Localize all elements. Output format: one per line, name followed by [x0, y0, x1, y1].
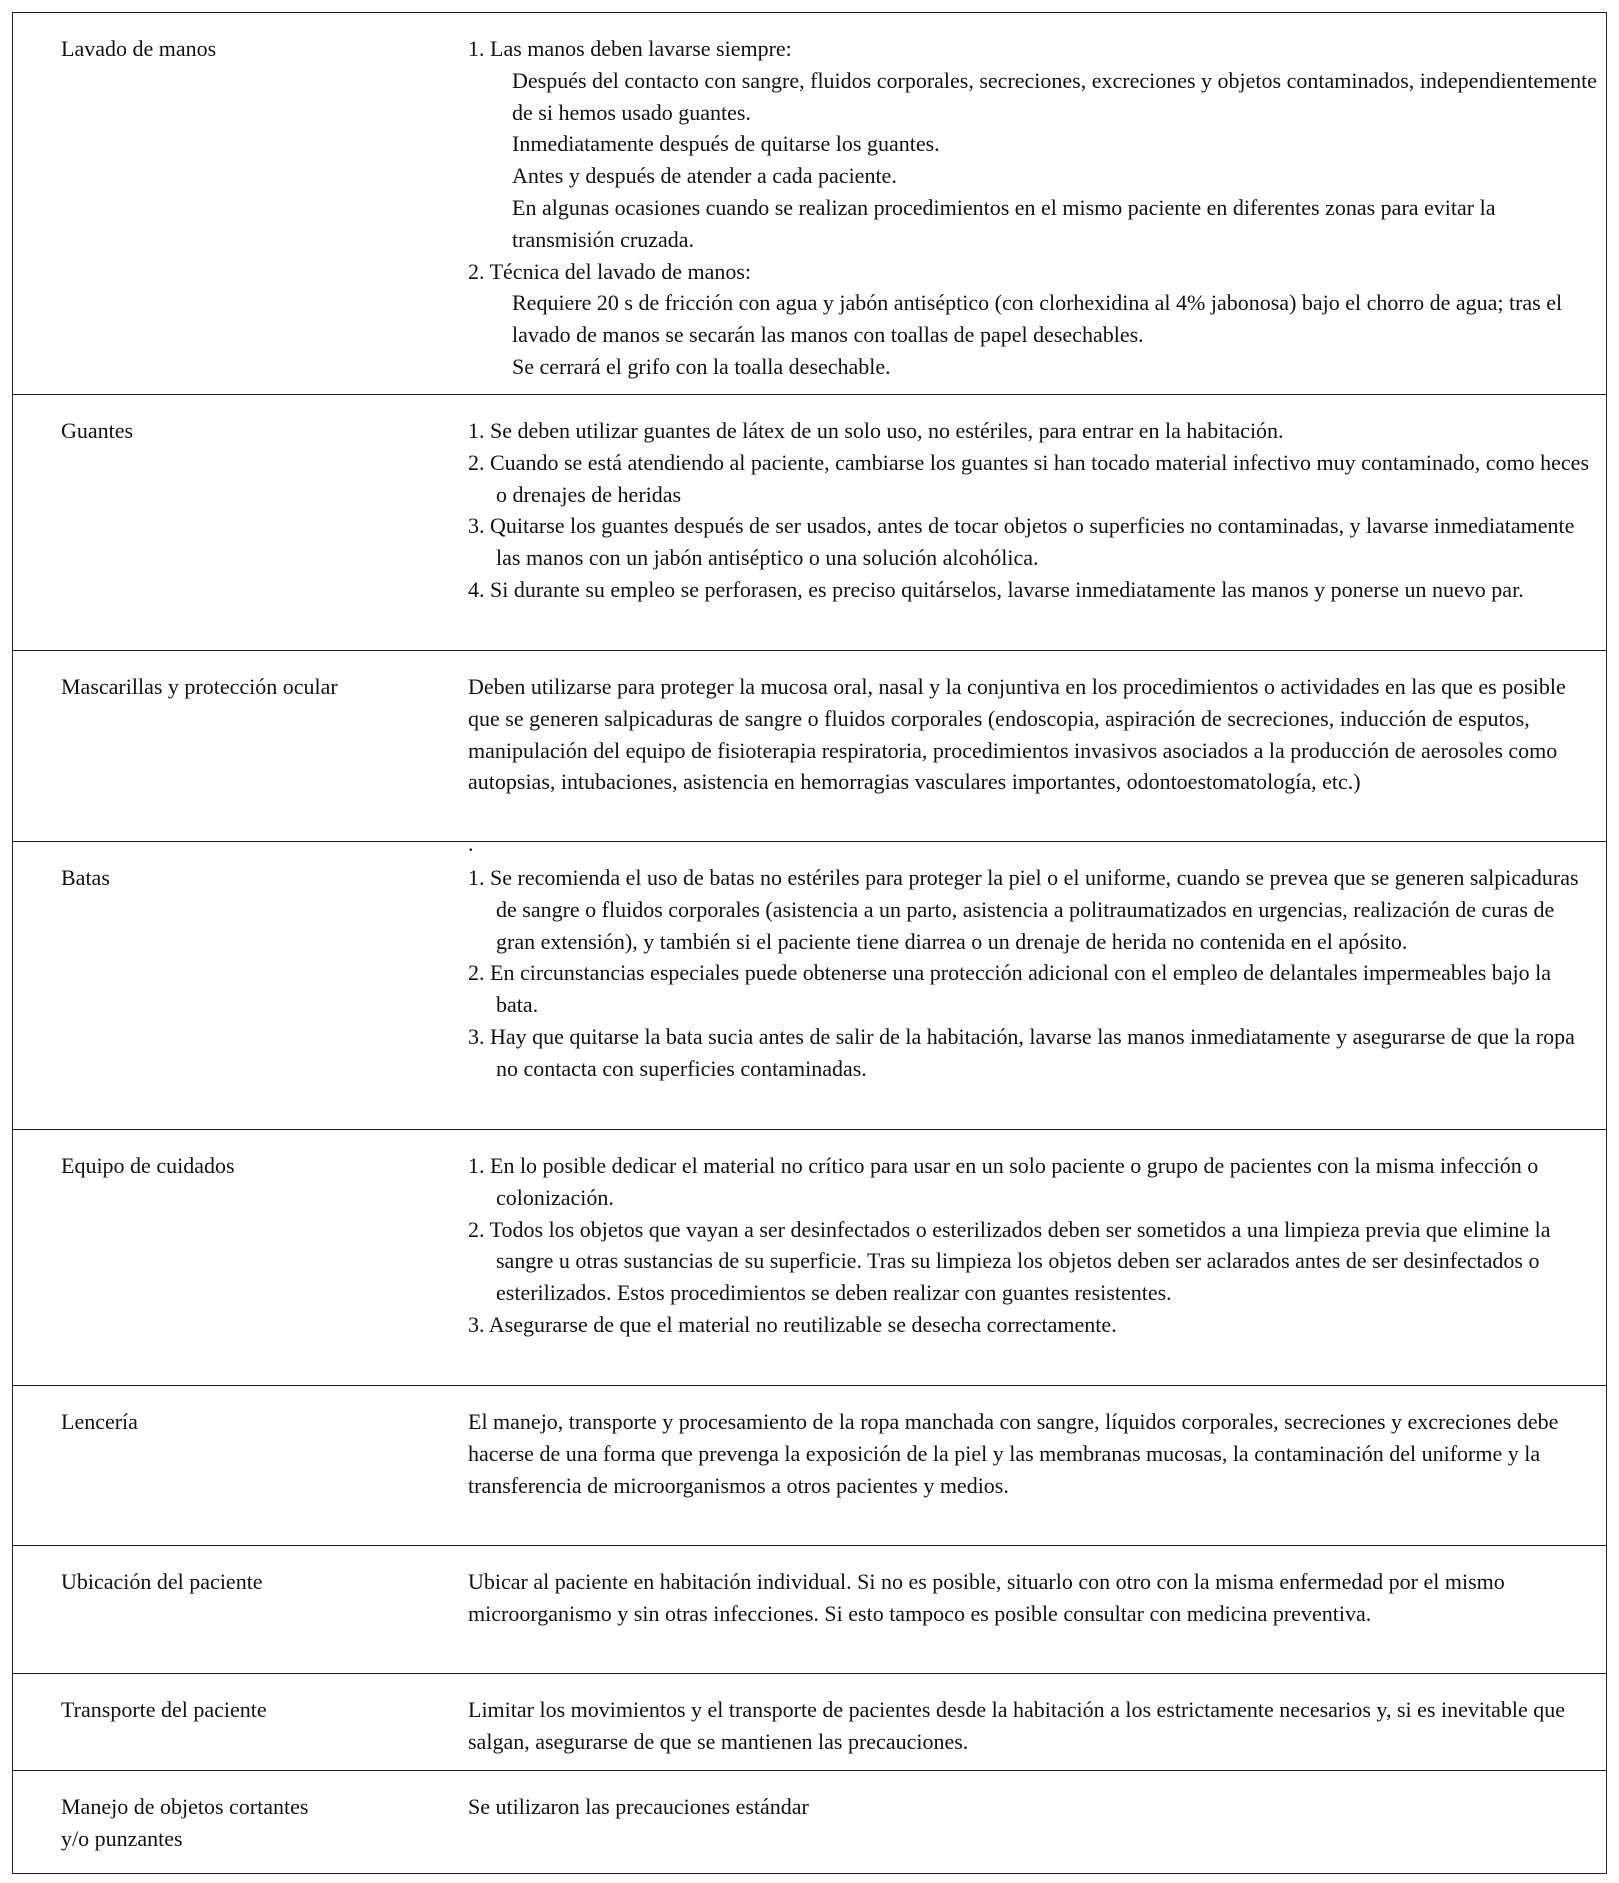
row-label: Equipo de cuidados: [61, 1153, 235, 1178]
list-item: 3. Asegurarse de que el material no reutilizable se desecha correctamente.: [468, 1311, 1117, 1337]
list-subitem: Antes y después de atender a cada paciente.: [512, 163, 897, 189]
list-subitem: Requiere 20 s de fricción con agua y jabón antiséptico (con clorhexidina al 4% jabonosa) bajo el chorro de agua; tras el lavado de manos se secarán las manos con toallas de papel desechables.: [512, 290, 1563, 348]
table-row-transporte: [13, 1674, 1606, 1771]
row-label: Lencería: [61, 1409, 138, 1434]
list-item: 2. En circunstancias especiales puede obtenerse una protección adicional con el empleo de delantales impermeables bajo la bata.: [468, 960, 1552, 1018]
list-subitem: En algunas ocasiones cuando se realizan procedimientos en el mismo paciente en diferentes zonas para evitar la transmisión cruzada.: [512, 194, 1496, 252]
table-row-ubicacion: [13, 1546, 1606, 1674]
row-label: Guantes: [61, 418, 134, 443]
row-content: El manejo, transporte y procesamiento de la ropa manchada con sangre, líquidos corporales, secreciones y excreciones debe hacerse de una forma que prevenga la exposición de la piel y las membranas mucosas, la contaminación del uniforme y la transferencia de microorganismos a otros pacientes y medios.: [468, 1409, 1559, 1498]
row-label-line: Manejo de objetos cortantes: [61, 1794, 309, 1819]
row-content: [468, 1150, 1598, 1341]
list-subitem: Se cerrará el grifo con la toalla desechable.: [512, 353, 891, 379]
table-row-mascarillas: [13, 651, 1606, 842]
list-subitem: Inmediatamente después de quitarse los guantes.: [512, 131, 940, 157]
row-label: Ubicación del paciente: [61, 1569, 263, 1594]
row-content: Deben utilizarse para proteger la mucosa oral, nasal y la conjuntiva en los procedimientos o actividades en las que es posible que se generen salpicaduras de sangre o fluidos corporales (endoscopia, aspiración de secreciones, inducción de esputos, manipulación del equipo de fisioterapia respiratoria, procedimientos invasivos asociados a la producción de aerosoles como autopsias, intubaciones, asistencia en hemorragias vasculares importantes, odontoestomatología, etc.): [468, 674, 1566, 795]
table-row-guantes: [13, 395, 1606, 651]
list-item: 3. Quitarse los guantes después de ser usados, antes de tocar objetos o superficies no contaminadas, y lavarse inmediatamente las manos con un jabón antiséptico o una solución alcohólica.: [468, 513, 1575, 571]
list-item: 2. Técnica del lavado de manos:: [468, 258, 752, 284]
row-label: Transporte del paciente: [61, 1697, 267, 1722]
precautions-table: [12, 12, 1607, 1874]
list-item: 1. Se recomienda el uso de batas no estériles para proteger la piel o el uniforme, cuando se prevea que se generen salpicaduras de sangre o fluidos corporales (asistencia a un parto, asistencia a politraumatizados en urgencias, realización de curas de gran extensión), y también si el paciente tiene diarrea o un drenaje de herida no contenida en el apósito.: [468, 865, 1579, 954]
list-item: 3. Hay que quitarse la bata sucia antes de salir de la habitación, lavarse las manos inmediatamente y asegurarse de que la ropa no contacta con superficies contaminadas.: [468, 1023, 1575, 1081]
list-subitem: Después del contacto con sangre, fluidos corporales, secreciones, excreciones y objetos contaminados, independientemente de si hemos usado guantes.: [512, 67, 1597, 125]
list-item: 4. Si durante su empleo se perforasen, es preciso quitárselos, lavarse inmediatamente las manos y ponerse un nuevo par.: [468, 576, 1524, 602]
row-content: Limitar los movimientos y el transporte de pacientes desde la habitación a los estrictamente necesarios y, si es inevitable que salgan, asegurarse de que se mantienen las precauciones.: [468, 1697, 1566, 1754]
list-item: 2. Cuando se está atendiendo al paciente, cambiarse los guantes si han tocado material infectivo muy contaminado, como heces o drenajes de heridas: [468, 449, 1590, 507]
stray-dot: .: [468, 831, 474, 856]
row-content: [468, 862, 1598, 1085]
row-label: [61, 1791, 441, 1855]
row-label: Mascarillas y protección ocular: [61, 674, 338, 699]
table-row-batas: [13, 831, 1606, 1130]
list-item: 2. Todos los objetos que vayan a ser desinfectados o esterilizados deben ser sometidos a una limpieza previa que elimine la sangre u otras sustancias de su superficie. Tras su limpieza los objetos deben ser aclarados antes de ser desinfectados o esterilizados. Estos procedimientos se deben realizar con guantes resistentes.: [468, 1216, 1551, 1306]
row-content: [468, 33, 1598, 383]
row-label-line: y/o punzantes: [61, 1825, 183, 1851]
table-row-equipo-de-cuidados: [13, 1130, 1606, 1386]
row-label: Batas: [61, 865, 110, 890]
list-item: 1. En lo posible dedicar el material no crítico para usar en un solo paciente o grupo de pacientes con la misma infección o colonización.: [468, 1153, 1539, 1210]
list-item: 1. Las manos deben lavarse siempre:: [468, 36, 792, 61]
table-row-lenceria: [13, 1386, 1606, 1546]
list-item: 1. Se deben utilizar guantes de látex de un solo uso, no estériles, para entrar en la habitación.: [468, 418, 1284, 443]
row-content: Ubicar al paciente en habitación individual. Si no es posible, situarlo con otro con la misma enfermedad por el mismo microorganismo y sin otras infecciones. Si esto tampoco es posible consultar con medicina preventiva.: [468, 1569, 1505, 1626]
table-row-objetos-cortantes: [13, 1771, 1606, 1873]
row-content: Se utilizaron las precauciones estándar: [468, 1794, 809, 1819]
row-label: Lavado de manos: [61, 36, 217, 61]
row-content: [468, 415, 1598, 606]
table-row-lavado-de-manos: [13, 13, 1606, 395]
